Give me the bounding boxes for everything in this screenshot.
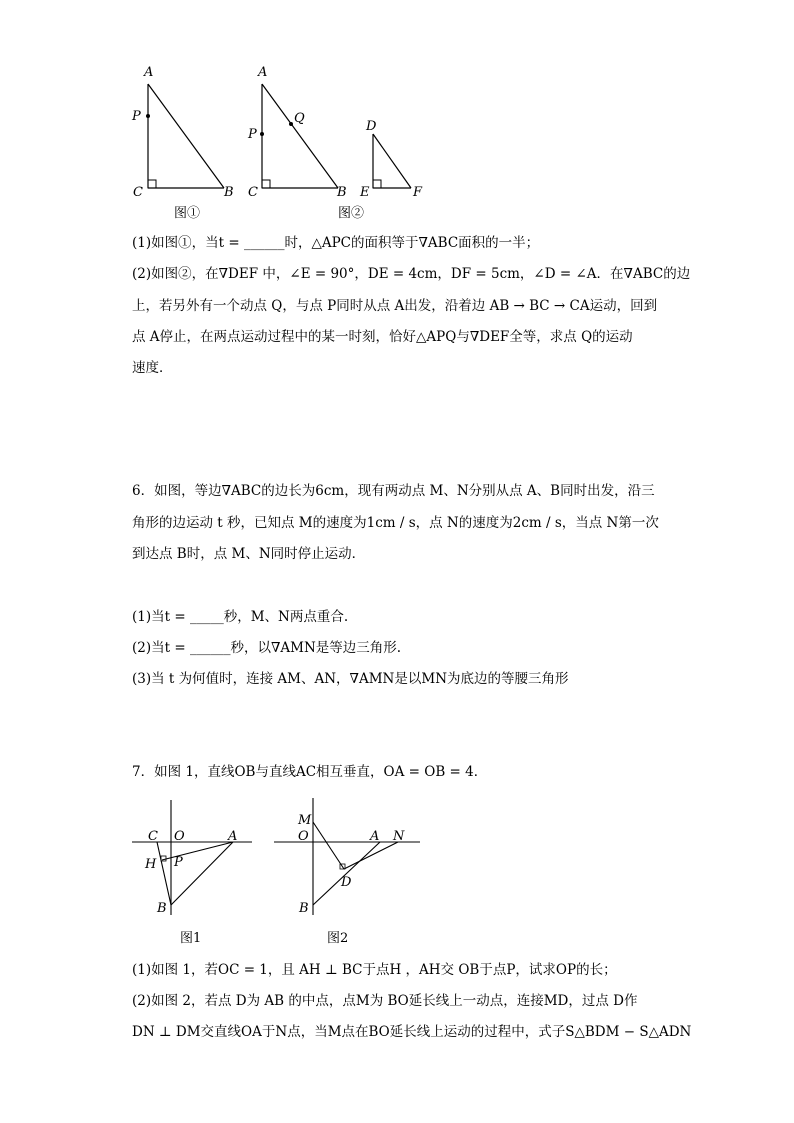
problem6-stem-line-1: 6．如图，等边∇ABC的边长为6cm，现有两动点 M、N分别从点 A、B同时出发，沿三 bbox=[132, 483, 655, 499]
p7f2-label-b: B bbox=[299, 901, 309, 916]
problem7-question-2-line-2: DN ⊥ DM交直线OA于N点，当M点在BO延长线上运动的过程中，式子S△BDM − S△ADN bbox=[132, 1024, 692, 1040]
problem7-question-1: (1)如图 1，若OC = 1，且 AH ⊥ BC于点H ，AH交 OB于点P，试求OP的长； bbox=[132, 962, 617, 978]
p7f2-label-d: D bbox=[341, 875, 352, 890]
problem5-question-2-line-3: 点 A停止，在两点运动过程中的某一时刻，恰好△APQ与∇DEF全等，求点 Q的运动 bbox=[132, 329, 633, 345]
label-b-2: B bbox=[337, 185, 347, 200]
label-d-2: D bbox=[366, 119, 377, 134]
figure-1-caption: 图① bbox=[174, 206, 201, 221]
figure-1-triangle-abc bbox=[131, 65, 234, 221]
p7f2-label-o: O bbox=[298, 829, 309, 844]
p7f1-label-a: A bbox=[228, 829, 238, 844]
label-a: A bbox=[144, 65, 154, 80]
problem7-question-2-line-1: (2)如图 2，若点 D为 AB 的中点，点M为 BO延长线上一动点，连接MD，过点 D作 bbox=[132, 993, 638, 1009]
label-c-2: C bbox=[248, 185, 258, 200]
p7f2-label-a: A bbox=[370, 829, 380, 844]
problem7-stem: 7．如图 1，直线OB与直线AC相互垂直，OA = OB = 4． bbox=[132, 764, 488, 780]
problem6-stem-line-2: 角形的边运动 t 秒，已知点 M的速度为1cm / s，点 N的速度为2cm / s，当点 N第一次 bbox=[132, 515, 659, 531]
label-f-2: F bbox=[413, 185, 423, 200]
p7-figure-2-caption: 图2 bbox=[327, 931, 349, 946]
problem7-figure-2 bbox=[274, 798, 420, 946]
p7f1-label-c: C bbox=[148, 829, 158, 844]
problem5-question-1: (1)如图①，当t = ______时，△APC的面积等于∇ABC面积的一半； bbox=[132, 235, 540, 251]
label-p-2: P bbox=[248, 127, 257, 142]
p7-figure-1-caption: 图1 bbox=[180, 931, 202, 946]
figure-2-triangles bbox=[247, 65, 423, 221]
label-c: C bbox=[133, 185, 143, 200]
problem6-question-1: (1)当t = _____秒，M、N两点重合. bbox=[132, 609, 349, 625]
label-p: P bbox=[132, 109, 141, 124]
p7f2-label-m: M bbox=[298, 813, 312, 828]
label-q-2: Q bbox=[294, 111, 305, 126]
p7f1-label-p: P bbox=[174, 855, 183, 870]
p7f1-label-o: O bbox=[174, 829, 185, 844]
label-e-2: E bbox=[360, 185, 370, 200]
problem5-question-2-line-2: 上，若另外有一个动点 Q，与点 P同时从点 A出发，沿着边 AB → BC → CA运动，回到 bbox=[132, 298, 658, 314]
label-a-2: A bbox=[258, 65, 268, 80]
p7f1-label-b: B bbox=[157, 901, 167, 916]
problem7-figure-1 bbox=[132, 800, 252, 946]
p7f2-label-n: N bbox=[393, 829, 405, 844]
label-b: B bbox=[224, 185, 234, 200]
problem6-stem-line-3: 到达点 B时，点 M、N同时停止运动． bbox=[132, 546, 366, 562]
problem5-question-2-line-1: (2)如图②，在∇DEF 中，∠E = 90°，DE = 4cm，DF = 5cm，∠D = ∠A．在∇ABC的边 bbox=[132, 266, 691, 282]
figure-2-caption: 图② bbox=[338, 206, 365, 221]
problem6-question-2: (2)当t = ______秒，以∇AMN是等边三角形. bbox=[132, 640, 402, 656]
problem6-question-3: (3)当 t 为何值时，连接 AM、AN，∇AMN是以MN为底边的等腰三角形 bbox=[132, 671, 569, 687]
p7f1-label-h: H bbox=[145, 857, 157, 872]
problem5-question-2-line-4: 速度． bbox=[132, 360, 173, 376]
